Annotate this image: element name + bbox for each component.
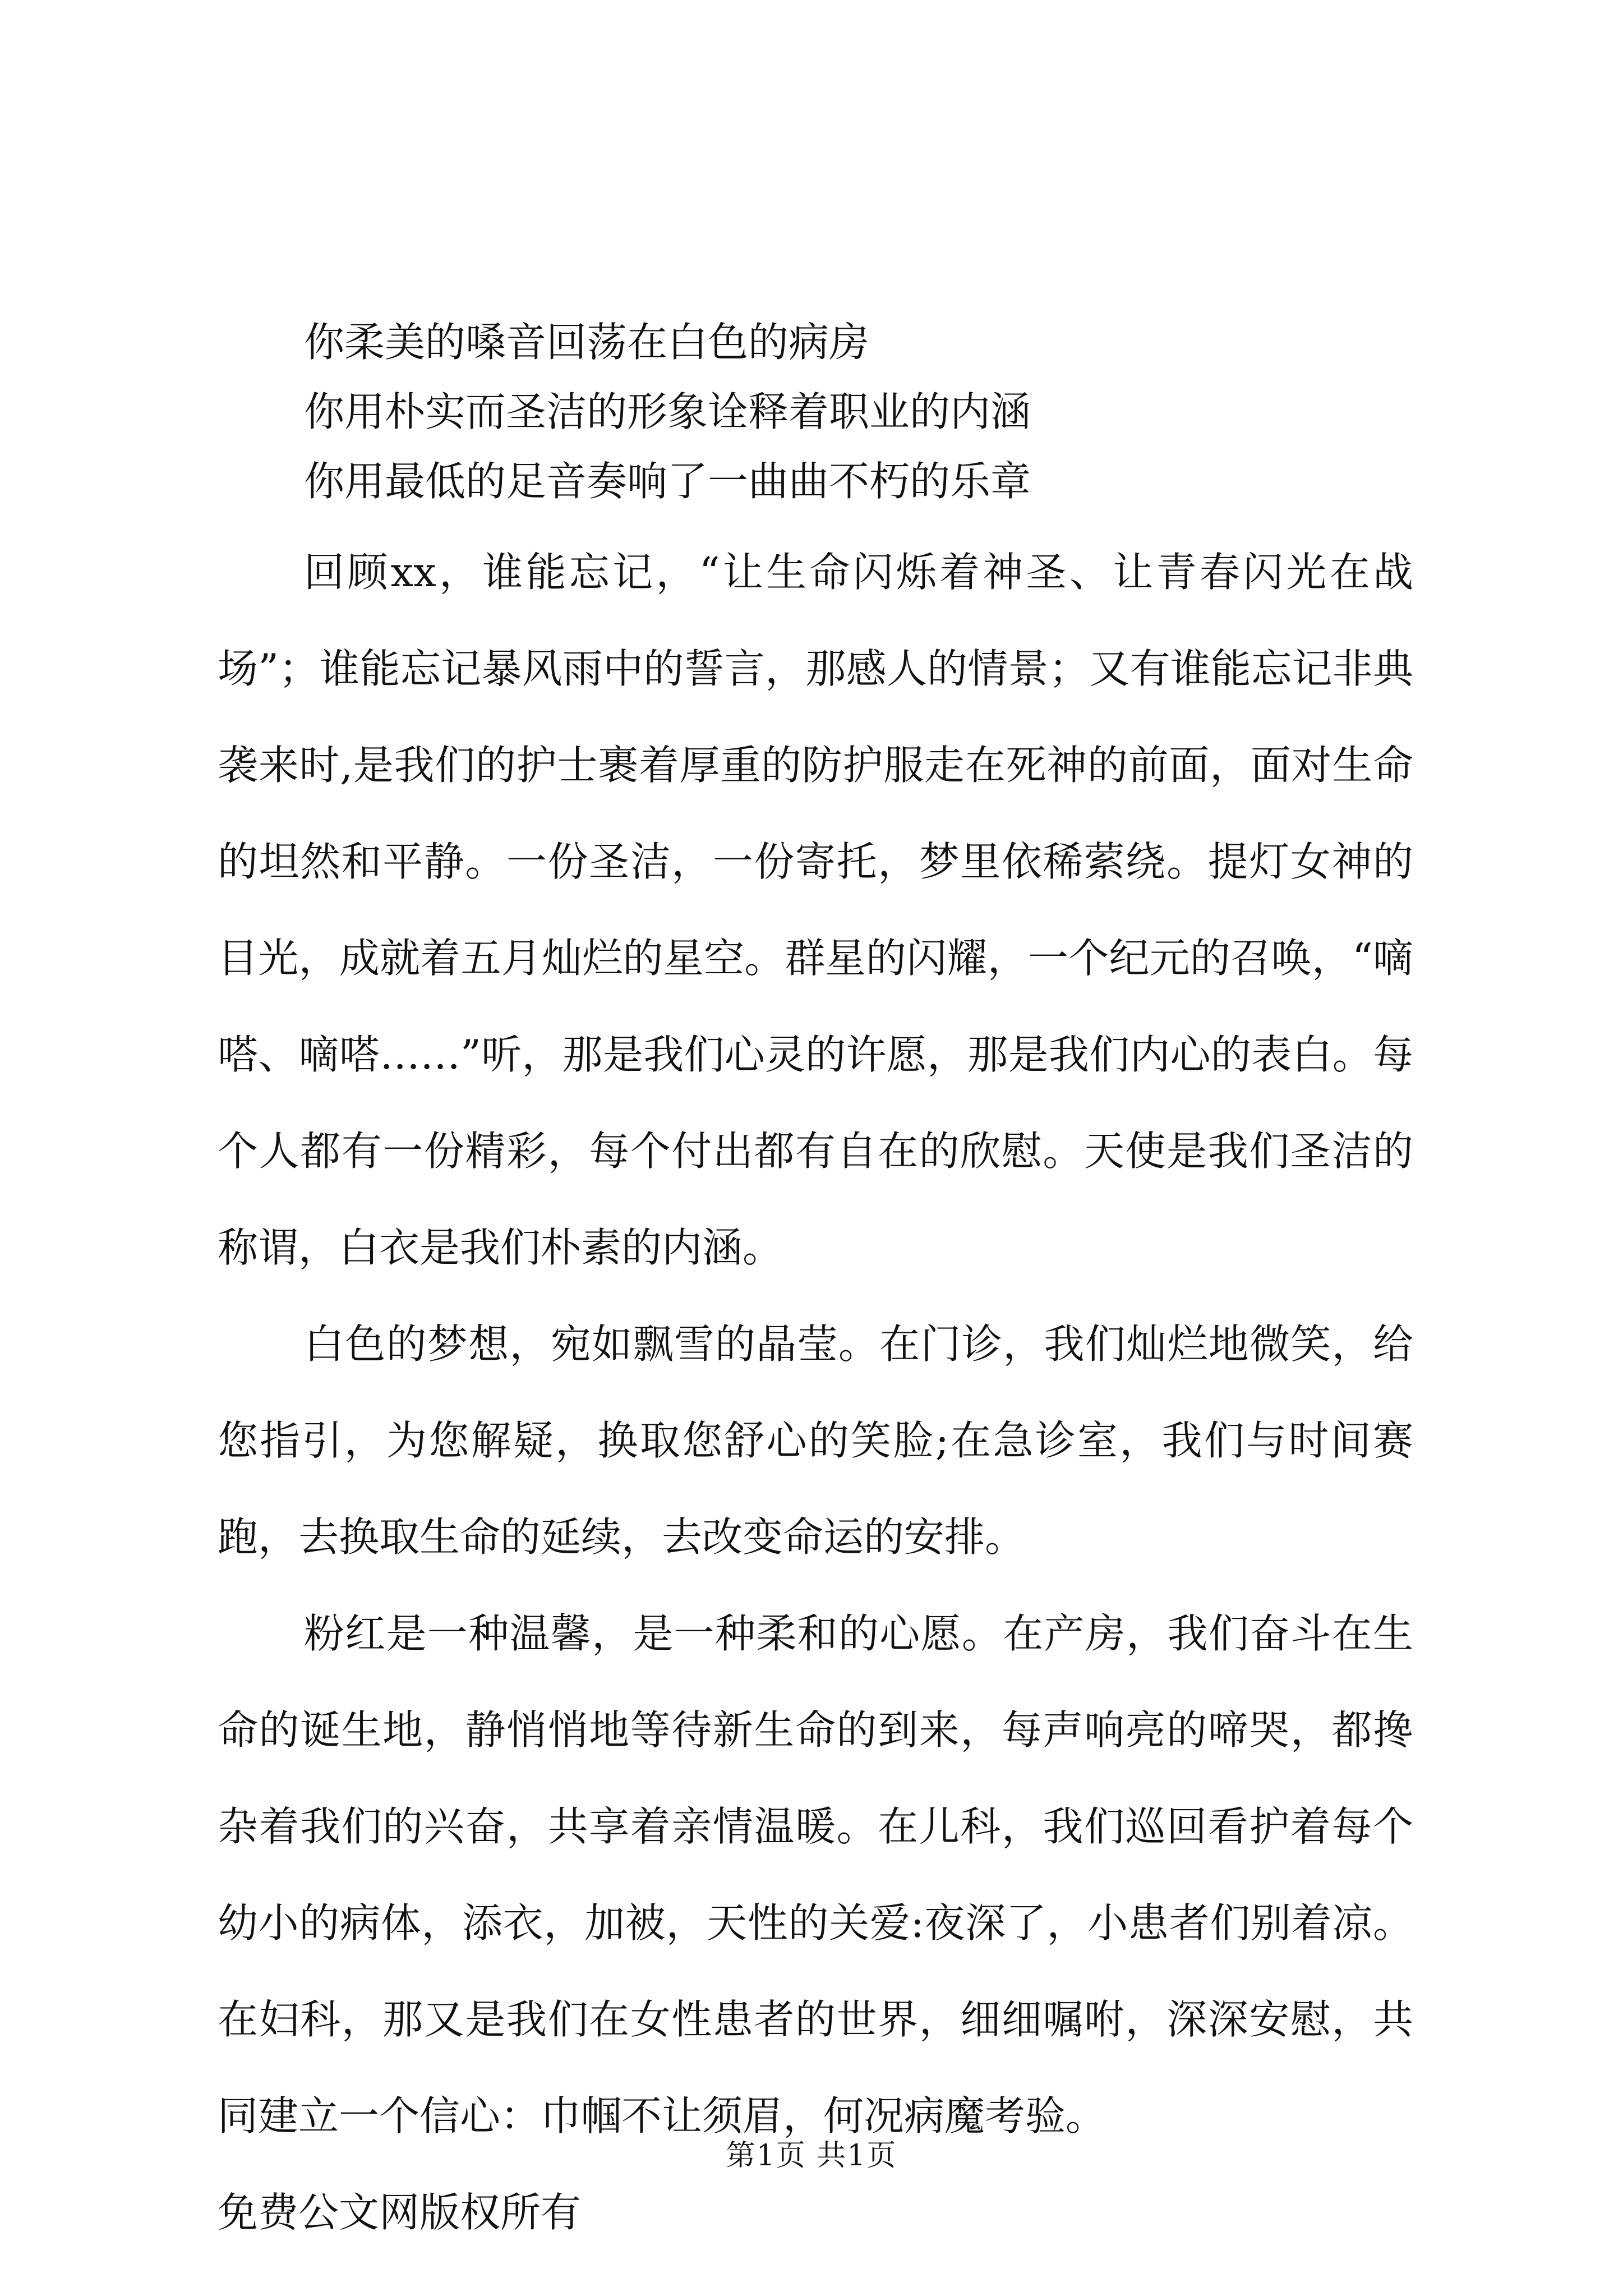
verse-line: 你用最低的足音奏响了一曲曲不朽的乐章 — [304, 458, 1031, 505]
verse-line: 你用朴实而圣洁的形象诠释着职业的内涵 — [304, 388, 1031, 435]
verse-line: 你柔美的嗓音回荡在白色的病房 — [304, 319, 870, 366]
body-paragraph: 回顾xx，谁能忘记，“让生命闪烁着神圣、让青春闪光在战场”；谁能忘记暴风雨中的誓言，那感人的情景；又有谁能忘记非典袭来时,是我们的护士裹着厚重的防护服走在死神的前面，面对生命的坦然和平静。一份圣洁，一份寄托，梦里依稀萦绕。提灯女神的目光，成就着五月灿烂的星空。群星的闪耀，一个纪元的召唤，“嘀嗒、嘀嗒……”听，那是我们心灵的许愿，那是我们内心的表白。每个人都有一份精彩，每个付出都有自在的欣慰。天使是我们圣洁的称谓，白衣是我们朴素的内涵。 — [218, 549, 1413, 1271]
document-body — [218, 307, 1413, 2261]
body-paragraph: 粉红是一种温馨，是一种柔和的心愿。在产房，我们奋斗在生命的诞生地，静悄悄地等待新生命的到来，每声响亮的啼哭，都搀杂着我们的兴奋，共享着亲情温暖。在儿科，我们巡回看护着每个幼小的病体，添衣，加被，天性的关爱:夜深了，小患者们别着凉。在妇科，那又是我们在女性患者的世界，细细嘱咐，深深安慰，共同建立一个信心：巾帼不让须眉，何况病魔考验。 — [218, 1610, 1413, 2139]
copyright-line: 免费公文网版权所有 — [218, 2189, 582, 2236]
body-paragraph: 白色的梦想，宛如飘雪的晶莹。在门诊，我们灿烂地微笑，给您指引，为您解疑，换取您舒心的笑脸;在急诊室，我们与时间赛跑，去换取生命的延续，去改变命运的安排。 — [218, 1320, 1413, 1561]
page-footer: 第1页 共1页 — [726, 2139, 897, 2173]
